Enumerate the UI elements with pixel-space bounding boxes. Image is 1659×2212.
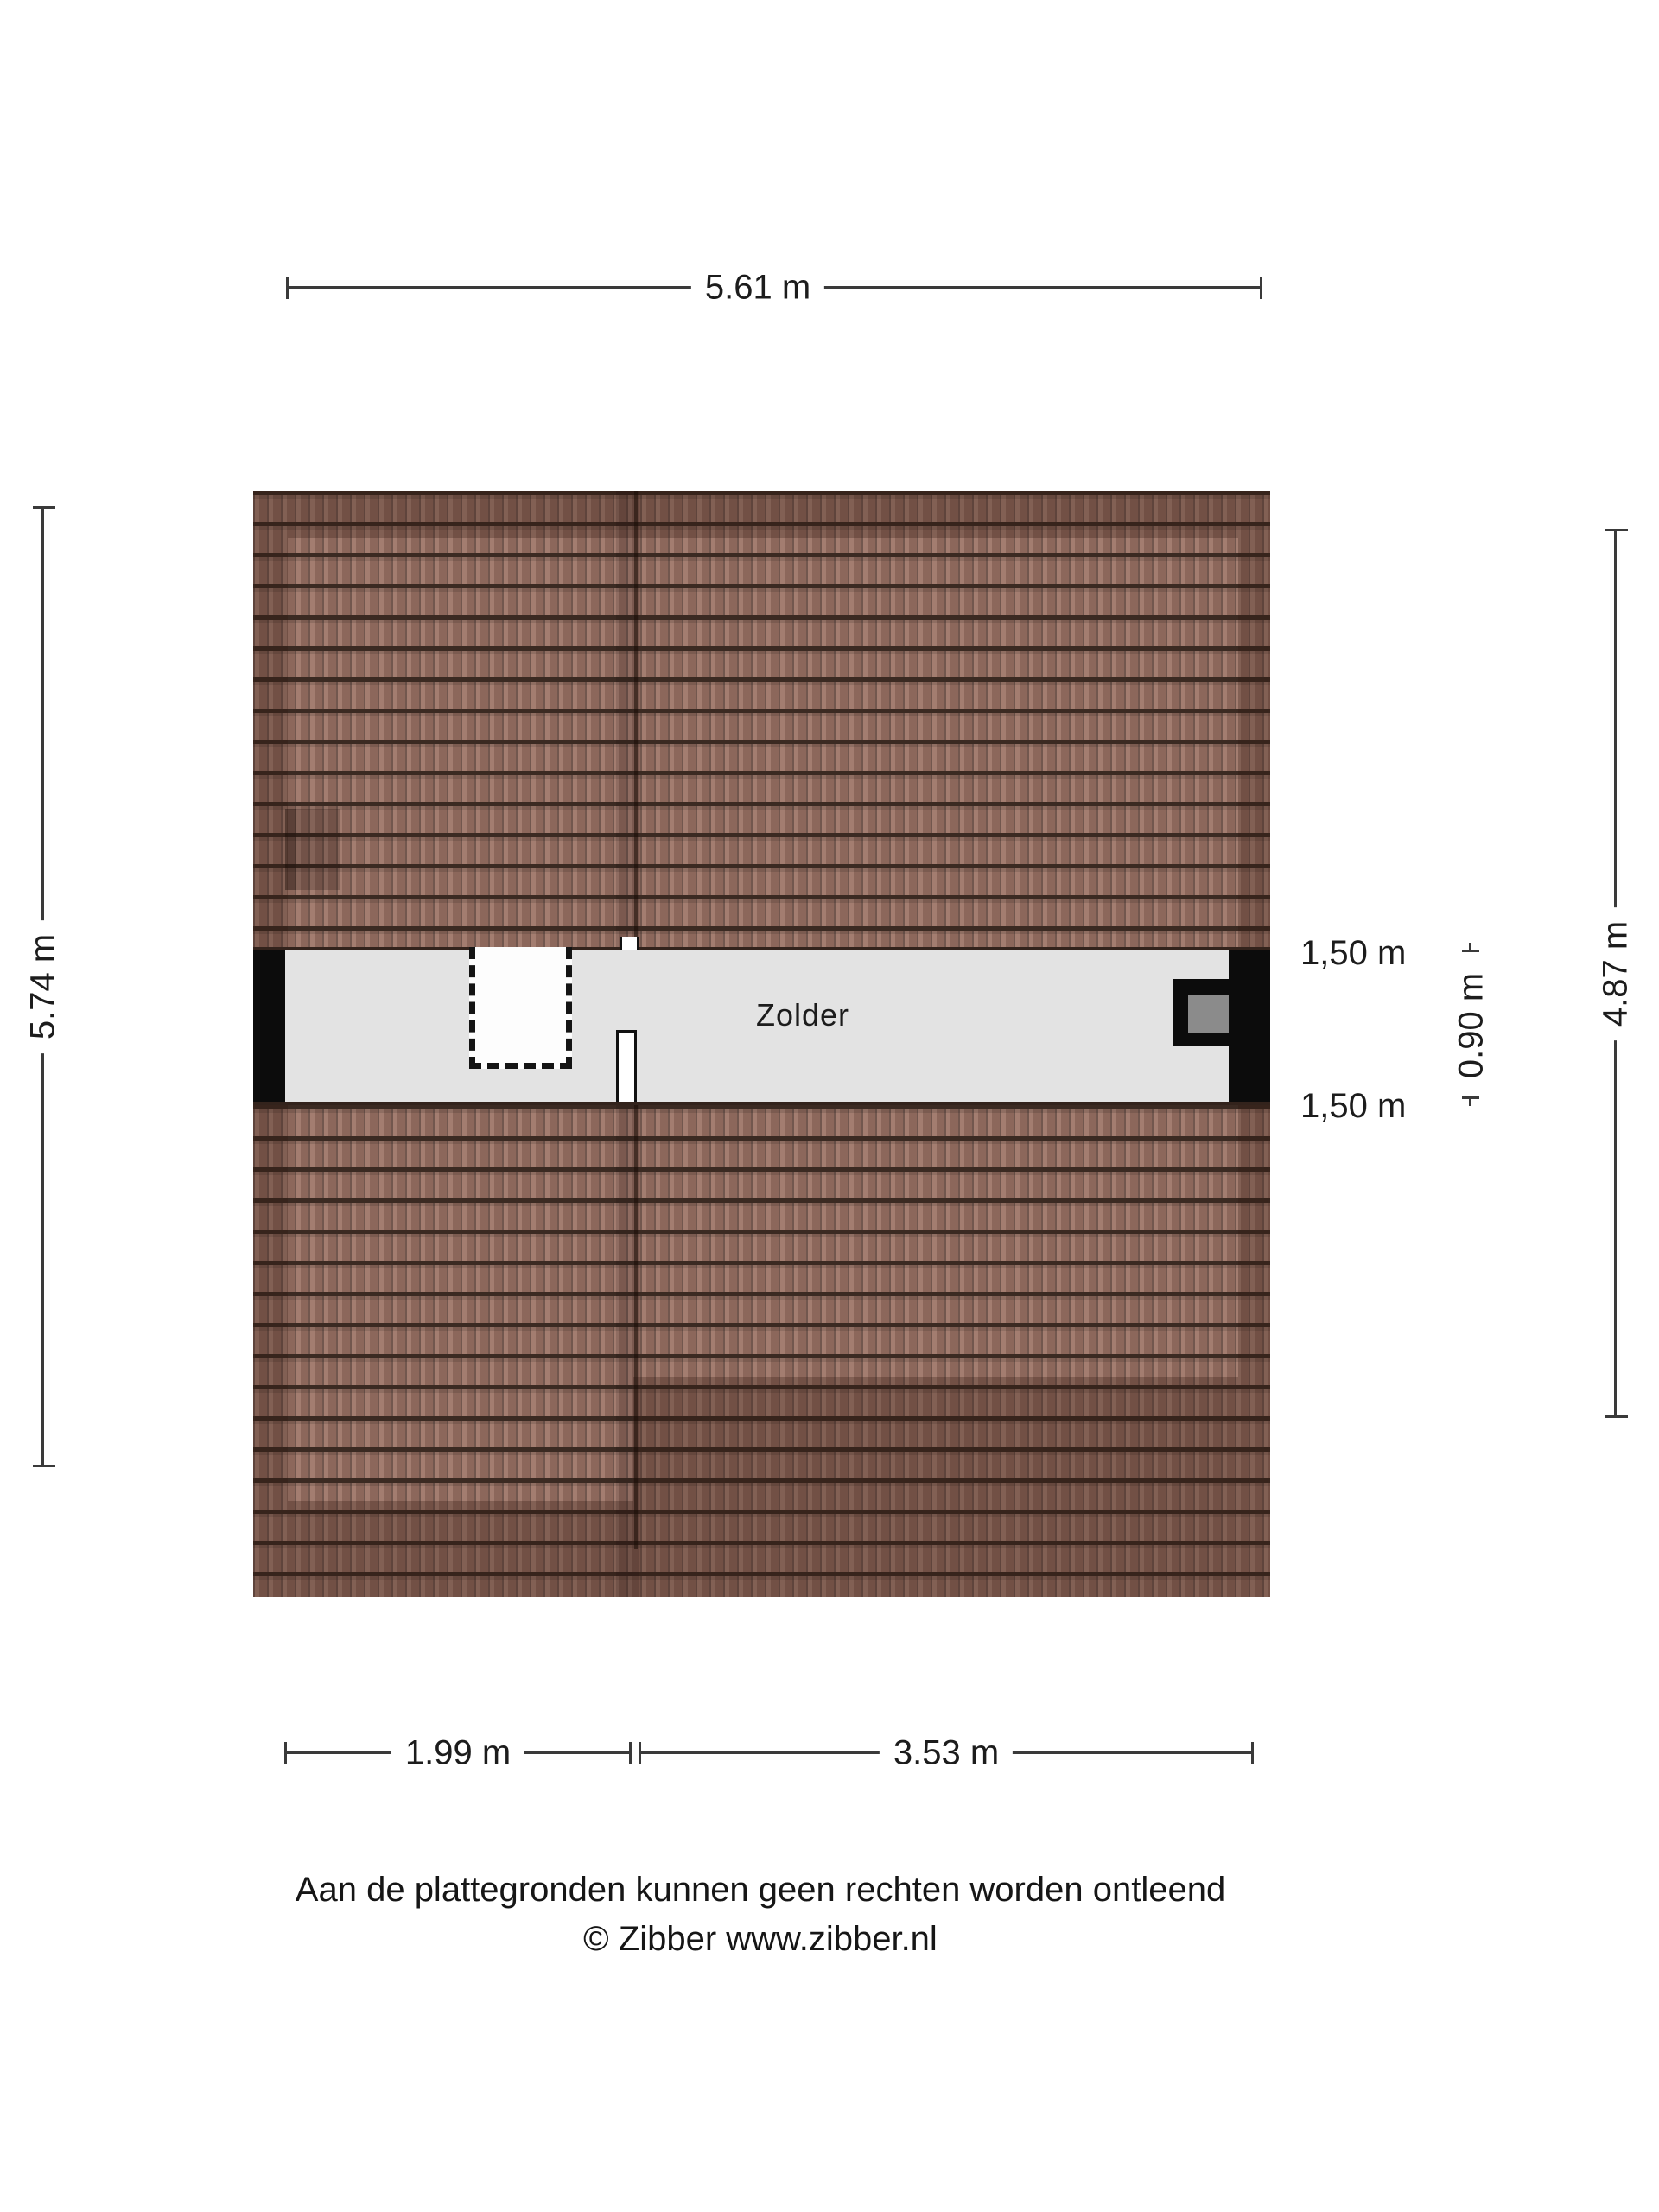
- dimension-top-width-label: 5.61 m: [691, 267, 824, 309]
- roof-bottom-section: [253, 1102, 1270, 1597]
- roof-ridge-line-top: [634, 491, 638, 947]
- dimension-bottom-right-label: 3.53 m: [880, 1732, 1013, 1775]
- headroom-bottom-label: 1,50 m: [1300, 1087, 1407, 1125]
- room-label: Zolder: [755, 997, 850, 1033]
- left-wall-segment: [253, 950, 285, 1102]
- stair-opening-dashed: [469, 947, 572, 1069]
- roof-top-right-shade: [1238, 538, 1270, 947]
- roof-notch: [285, 809, 340, 890]
- dimension-top-width: [287, 268, 1262, 307]
- chimney-window: [1188, 995, 1229, 1033]
- roof-bottom-left-shade: [253, 1105, 288, 1597]
- dimension-left-height: [23, 507, 62, 1466]
- floorplan: [253, 491, 1270, 1597]
- roof-bottom-right-shade: [1238, 1105, 1270, 1597]
- roof-top-section: [253, 491, 1270, 950]
- headroom-top-label: 1,50 m: [1300, 934, 1407, 972]
- dimension-right-height: [1596, 530, 1635, 1417]
- dimension-right-height-label: 4.87 m: [1595, 907, 1637, 1040]
- dimension-left-height-label: 5.74 m: [22, 920, 65, 1053]
- band-height-tick-bottom: [1462, 1096, 1479, 1099]
- footer-copyright: © Zibber www.zibber.nl: [583, 1920, 938, 1958]
- roof-bottom-eave-shade-left: [288, 1501, 633, 1597]
- chimney: [1173, 979, 1270, 1046]
- footer-disclaimer: Aan de plattegronden kunnen geen rechten worden ontleend: [295, 1871, 1226, 1909]
- roof-bottom-eave-shade-right: [633, 1377, 1238, 1597]
- dimension-bottom-left-width: [285, 1733, 631, 1772]
- roof-top-left-shade: [253, 538, 288, 947]
- roof-ridge-line-bottom: [634, 1105, 638, 1549]
- band-height-label: 0.90 m: [1452, 972, 1491, 1079]
- attic-door: [616, 1030, 637, 1102]
- dimension-bottom-left-label: 1.99 m: [391, 1732, 524, 1775]
- dimension-bottom-right-width: [639, 1733, 1253, 1772]
- roof-top-edge-shade: [253, 491, 1270, 538]
- band-height-tick-top: [1462, 950, 1479, 952]
- ridge-gap: [620, 937, 639, 950]
- attic-floor-band: [253, 950, 1270, 1102]
